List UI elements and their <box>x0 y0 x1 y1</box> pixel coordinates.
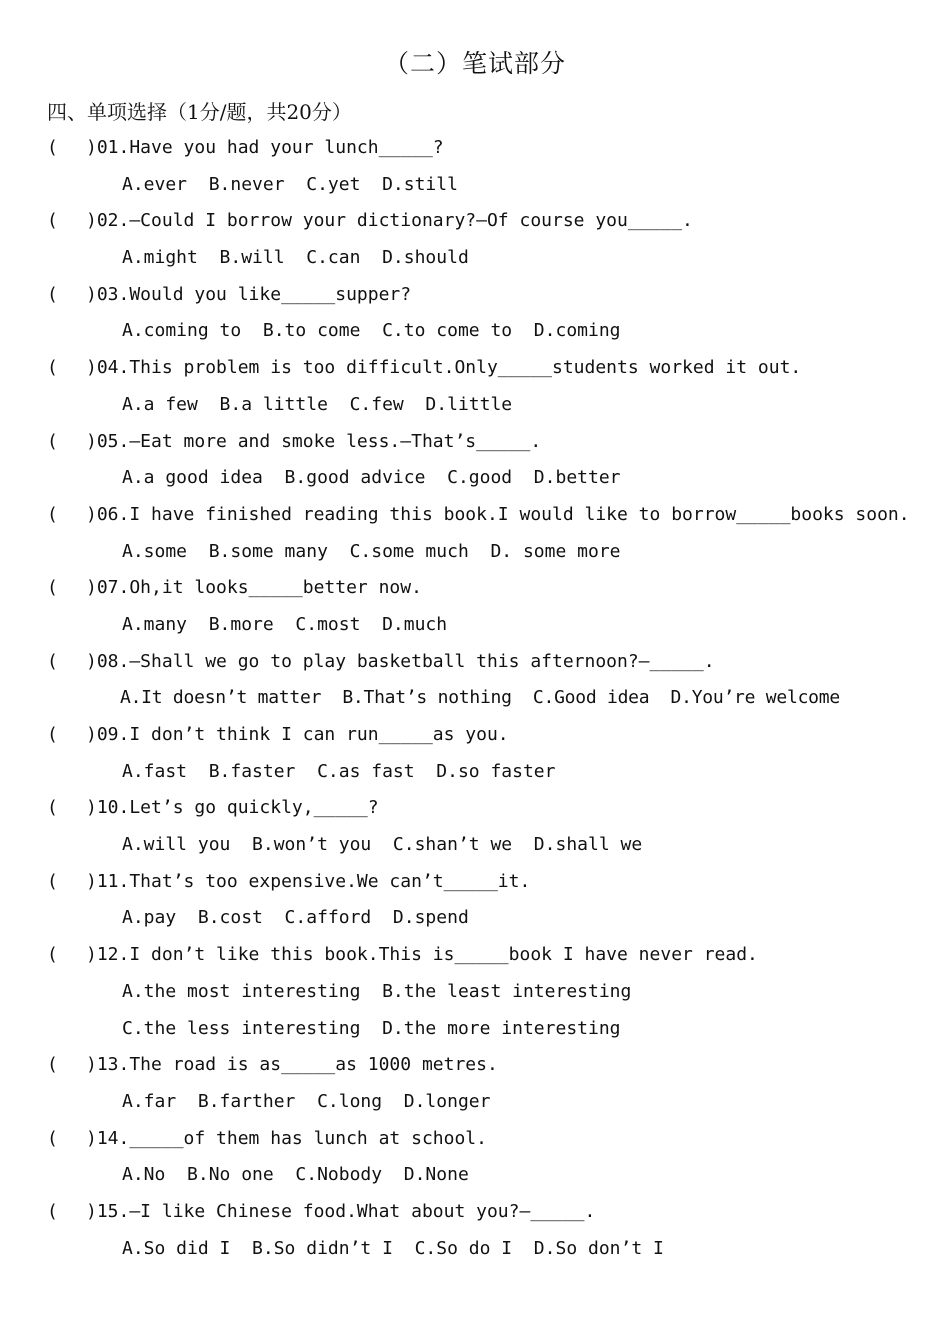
question-04 <box>0 354 950 391</box>
options-04 <box>0 391 950 428</box>
answer-paren: ( <box>47 503 58 525</box>
question-stem: )07.Oh,it looks_____better now. <box>86 577 422 599</box>
question-stem: )15.—I like Chinese food.What about you?—_____. <box>86 1200 596 1222</box>
question-03 <box>0 281 950 318</box>
question-02 <box>0 207 950 244</box>
options-12a <box>0 978 950 1015</box>
question-options: A.ever B.never C.yet D.still <box>122 173 458 195</box>
answer-paren: ( <box>47 1054 58 1076</box>
question-stem: )02.—Could I borrow your dictionary?—Of course you_____. <box>86 210 693 232</box>
answer-paren: ( <box>47 797 58 819</box>
options-11 <box>0 904 950 941</box>
question-stem: )06.I have finished reading this book.I would like to borrow_____books soon. <box>86 503 910 525</box>
options-07 <box>0 611 950 648</box>
question-stem: )03.Would you like_____supper? <box>86 283 412 305</box>
options-12b <box>0 1015 950 1052</box>
question-options: A.coming to B.to come C.to come to D.coming <box>122 320 621 342</box>
question-stem: )05.—Eat more and smoke less.—That’s_____. <box>86 430 542 452</box>
question-07 <box>0 574 950 611</box>
question-13 <box>0 1051 950 1088</box>
options-08 <box>0 684 950 721</box>
question-options: A.the most interesting B.the least interesting <box>122 980 632 1002</box>
answer-paren: ( <box>47 577 58 599</box>
question-12 <box>0 941 950 978</box>
answer-paren: ( <box>47 210 58 232</box>
question-11 <box>0 868 950 905</box>
question-options: A.No B.No one C.Nobody D.None <box>122 1164 469 1186</box>
question-15 <box>0 1198 950 1235</box>
answer-paren: ( <box>47 137 58 158</box>
question-options: A.far B.farther C.long D.longer <box>122 1090 491 1112</box>
question-stem: )04.This problem is too difficult.Only_____students worked it out. <box>86 357 802 379</box>
question-options: C.the less interesting D.the more interesting <box>122 1017 621 1039</box>
question-options: A.some B.some many C.some much D. some more <box>122 540 621 562</box>
options-05 <box>0 464 950 501</box>
question-list <box>0 134 950 1271</box>
question-stem: )09.I don’t think I can run_____as you. <box>86 724 509 745</box>
question-stem: )11.That’s too expensive.We can’t_____it. <box>86 870 531 892</box>
answer-paren: ( <box>47 283 58 305</box>
answer-paren: ( <box>47 650 58 672</box>
question-options: A.a few B.a little C.few D.little <box>122 393 513 415</box>
answer-paren: ( <box>47 430 58 452</box>
options-14 <box>0 1161 950 1198</box>
options-09 <box>0 758 950 795</box>
question-options: A.will you B.won’t you C.shan’t we D.shall we <box>122 834 643 856</box>
question-stem: )13.The road is as_____as 1000 metres. <box>86 1054 498 1076</box>
question-options: A.many B.more C.most D.much <box>122 613 448 635</box>
question-options: A.a good idea B.good advice C.good D.better <box>122 467 621 489</box>
options-02 <box>0 244 950 281</box>
question-options: A.It doesn’t matter B.That’s nothing C.Good idea D.You’re welcome <box>120 687 840 709</box>
question-options: A.pay B.cost C.afford D.spend <box>122 907 469 929</box>
answer-paren: ( <box>47 944 58 966</box>
options-03 <box>0 317 950 354</box>
answer-paren: ( <box>47 870 58 892</box>
question-options: A.So did I B.So didn’t I C.So do I D.So don’t I <box>122 1237 664 1259</box>
question-stem: )10.Let’s go quickly,_____? <box>86 797 379 819</box>
question-stem: )12.I don’t like this book.This is_____book I have never read. <box>86 944 758 966</box>
question-stem: )08.—Shall we go to play basketball this afternoon?—_____. <box>86 650 715 672</box>
answer-paren: ( <box>47 357 58 379</box>
answer-paren: ( <box>47 724 58 745</box>
question-options: A.might B.will C.can D.should <box>122 247 469 269</box>
section-heading: 四、单项选择（1分/题，共20分） <box>47 100 352 124</box>
question-10 <box>0 794 950 831</box>
options-13 <box>0 1088 950 1125</box>
options-01 <box>0 171 950 208</box>
question-06 <box>0 501 950 538</box>
answer-paren: ( <box>47 1200 58 1222</box>
question-stem: )01.Have you had your lunch_____? <box>86 137 444 158</box>
question-options: A.fast B.faster C.as fast D.so faster <box>122 760 556 782</box>
question-01 <box>0 134 950 171</box>
question-08 <box>0 648 950 685</box>
options-15 <box>0 1235 950 1272</box>
options-06 <box>0 538 950 575</box>
question-stem: )14._____of them has lunch at school. <box>86 1127 487 1149</box>
question-14 <box>0 1125 950 1162</box>
answer-paren: ( <box>47 1127 58 1149</box>
options-10 <box>0 831 950 868</box>
question-05 <box>0 428 950 465</box>
question-09 <box>0 721 950 758</box>
page-title: （二）笔试部分 <box>383 49 566 78</box>
